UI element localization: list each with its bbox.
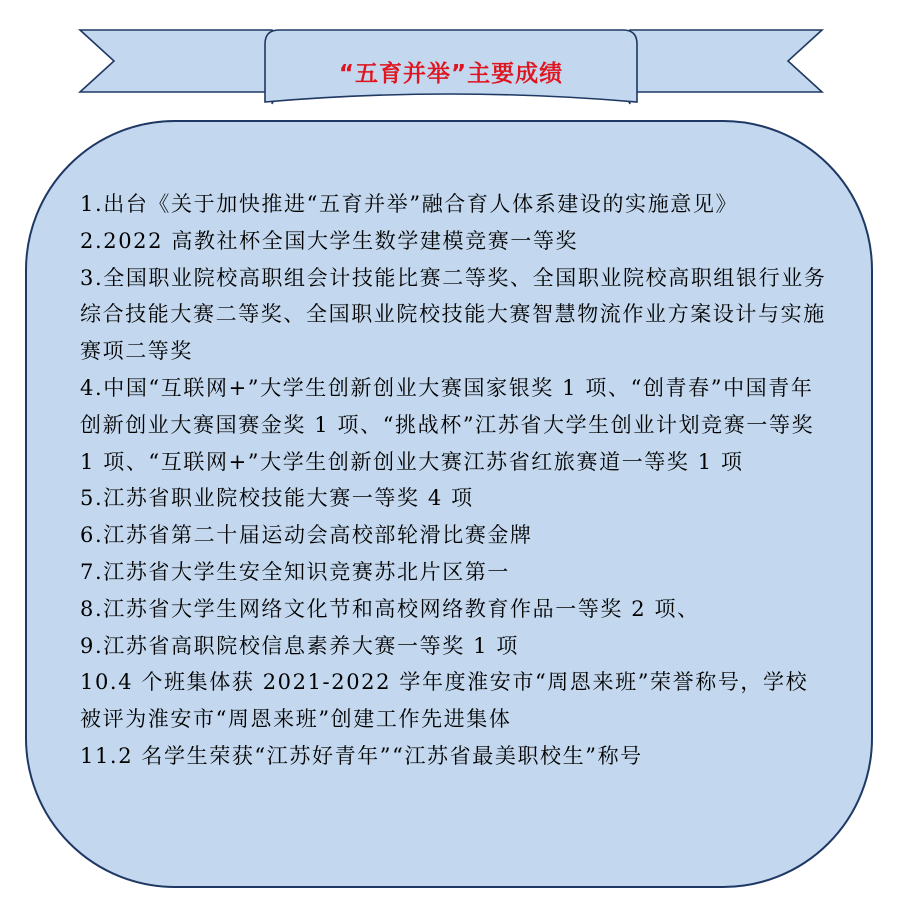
list-item: 10.4 个班集体获 2021-2022 学年度淮安市“周恩来班”荣誉称号，学校被评为淮安市“周恩来班”创建工作先进集体 bbox=[80, 670, 809, 732]
ribbon-left-tail bbox=[80, 30, 272, 92]
list-item: 6.江苏省第二十届运动会高校部轮滑比赛金牌 bbox=[80, 523, 533, 548]
achievement-list bbox=[80, 186, 830, 775]
list-item: 3.全国职业院校高职组会计技能比赛二等奖、全国职业院校高职组银行业务综合技能大赛二等奖、全国职业院校技能大赛智慧物流作业方案设计与实施赛项二等奖 bbox=[80, 265, 827, 364]
list-item: 5.江苏省职业院校技能大赛一等奖 4 项 bbox=[80, 486, 474, 511]
list-item: 7.江苏省大学生安全知识竞赛苏北片区第一 bbox=[80, 559, 511, 584]
list-item: 11.2 名学生荣获“江苏好青年”“江苏省最美职校生”称号 bbox=[80, 743, 643, 768]
list-item: 9.江苏省高职院校信息素养大赛一等奖 1 项 bbox=[80, 633, 519, 658]
list-item: 2.2022 高教社杯全国大学生数学建模竞赛一等奖 bbox=[80, 228, 579, 253]
page-title: “五育并举”主要成绩 bbox=[338, 61, 564, 87]
list-item: 8.江苏省大学生网络文化节和高校网络教育作品一等奖 2 项、 bbox=[80, 596, 700, 621]
list-item: 1.出台《关于加快推进“五育并举”融合育人体系建设的实施意见》 bbox=[80, 192, 739, 216]
list-item: 4.中国“互联网+”大学生创新创业大赛国家银奖 1 项、“创青春”中国青年创新创业大赛国赛金奖 1 项、“挑战杯”江苏省大学生创业计划竞赛一等奖 1 项、“互联网+”大学生创新创业大赛江苏省红旅赛道一等奖 1 项 bbox=[80, 375, 815, 474]
ribbon-right-tail bbox=[630, 30, 822, 92]
